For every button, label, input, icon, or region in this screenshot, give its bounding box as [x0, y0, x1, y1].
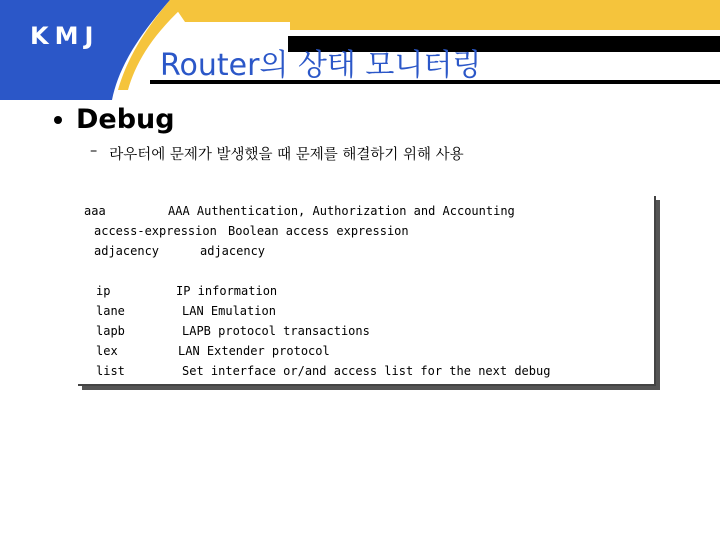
- code-key: aaa: [84, 204, 106, 218]
- code-desc: LAN Extender protocol: [178, 344, 330, 358]
- code-key: list: [96, 364, 125, 378]
- code-key: lapb: [96, 324, 125, 338]
- code-desc: adjacency: [200, 244, 266, 258]
- code-desc: LAPB protocol transactions: [182, 324, 370, 338]
- code-key: ip: [96, 284, 111, 298]
- code-key: lane: [96, 304, 125, 318]
- code-desc: IP information: [176, 284, 278, 298]
- bullet-item: [54, 104, 175, 135]
- code-key: lex: [96, 344, 118, 358]
- logo-text: KMJ: [30, 22, 100, 50]
- bullet-label: Debug: [76, 104, 175, 135]
- command-output-box: [78, 196, 656, 386]
- sub-item: [90, 143, 464, 164]
- code-desc: AAA Authentication, Authorization and Accounting: [168, 204, 515, 218]
- sub-item-text: 라우터에 문제가 발생했을 때 문제를 해결하기 위해 사용: [109, 147, 464, 163]
- dash-marker: –: [90, 143, 98, 159]
- yellow-band: [170, 0, 720, 30]
- bullet-dot-icon: [54, 116, 62, 124]
- slide-title: Router의 상태 모니터링: [160, 48, 482, 83]
- code-desc: LAN Emulation: [182, 304, 276, 318]
- code-desc: Set interface or/and access list for the next debug: [182, 364, 551, 378]
- code-key: access-expression: [94, 224, 217, 238]
- code-key: adjacency: [94, 244, 160, 258]
- code-desc: Boolean access expression: [228, 224, 409, 238]
